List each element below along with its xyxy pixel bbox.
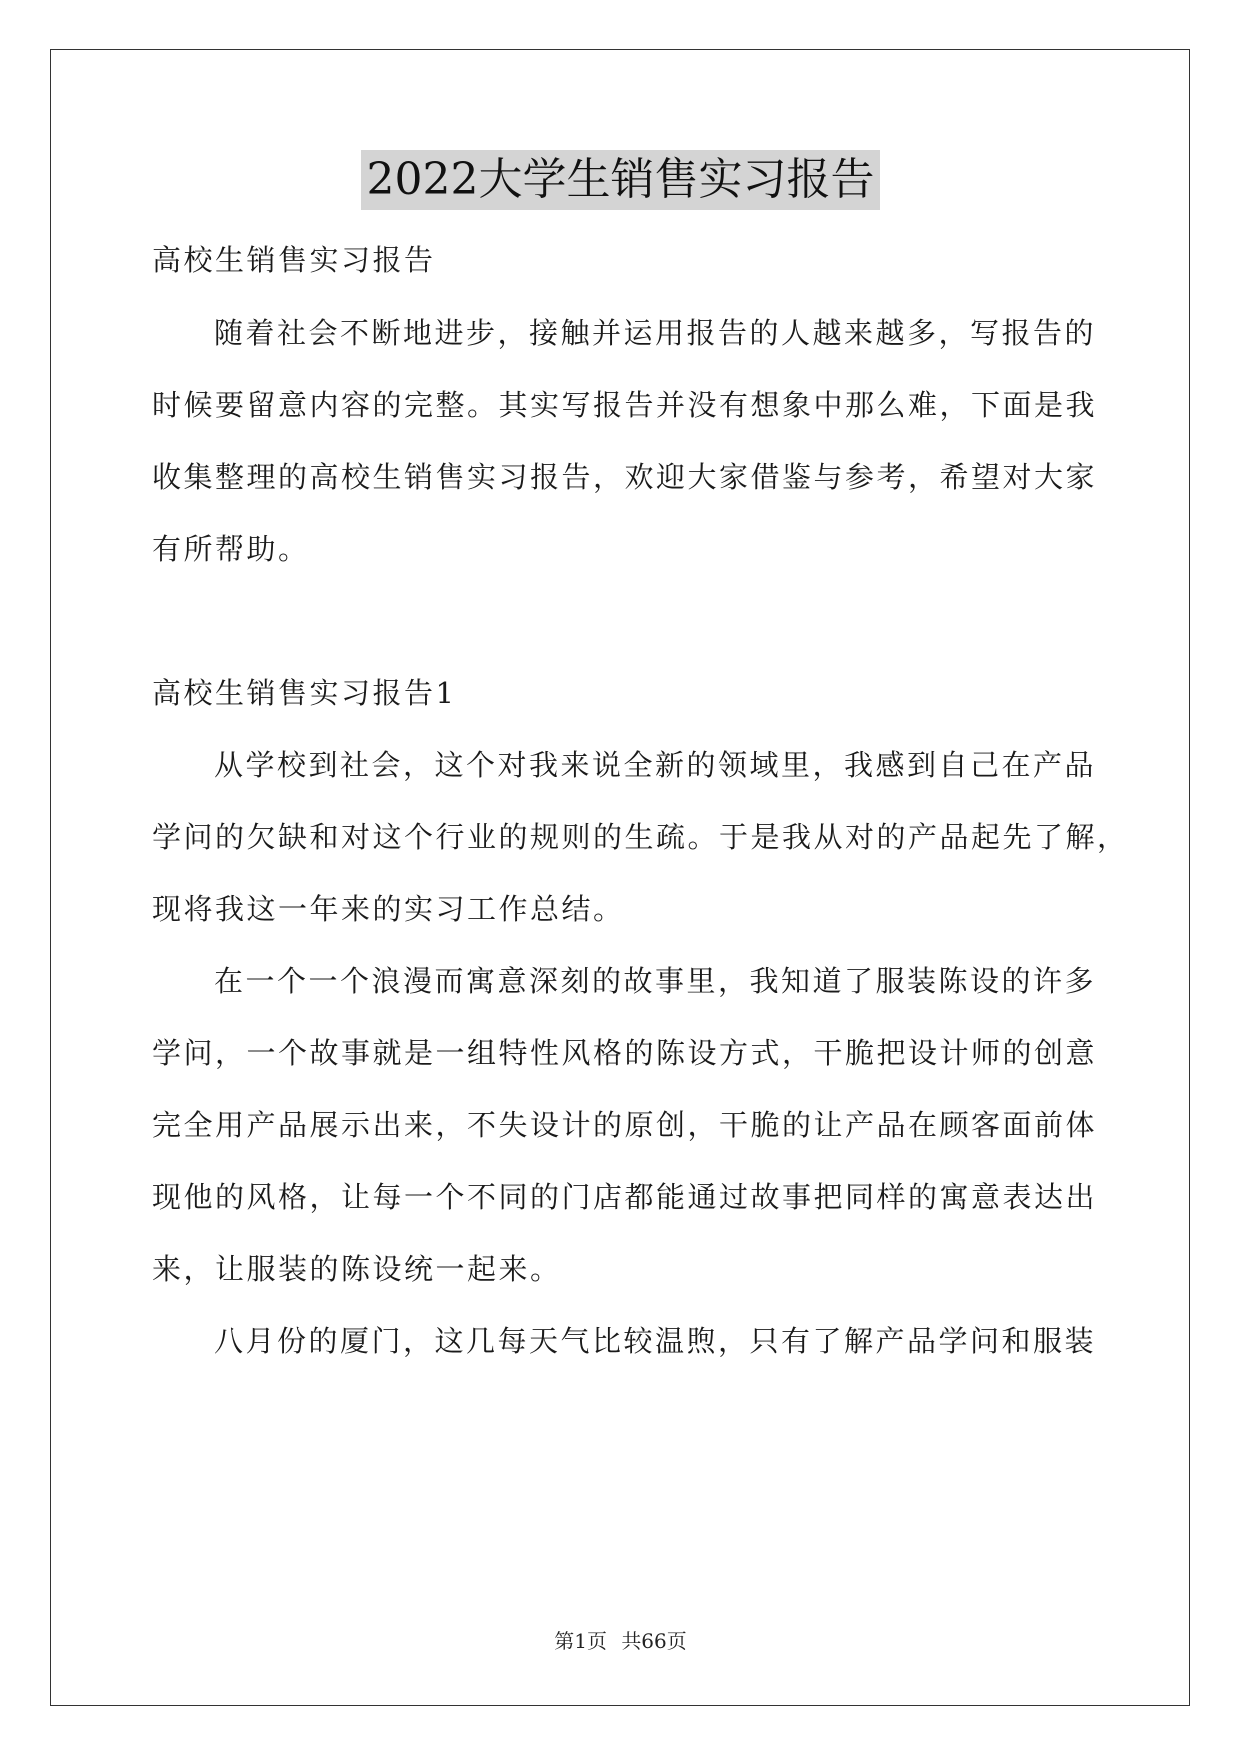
page-number: 第1页	[554, 1629, 607, 1653]
paragraph-line: 从学校到社会，这个对我来说全新的领域里，我感到自己在产品	[214, 748, 1097, 782]
paragraph-line: 在一个一个浪漫而寓意深刻的故事里，我知道了服装陈设的许多	[214, 964, 1097, 998]
paragraph-line: 随着社会不断地进步，接触并运用报告的人越来越多，写报告的	[214, 316, 1097, 350]
section-heading: 高校生销售实习报告	[152, 243, 436, 277]
page-footer	[0, 1625, 1241, 1654]
paragraph-line: 有所帮助。	[152, 532, 310, 566]
paragraph-line: 来，让服装的陈设统一起来。	[152, 1252, 562, 1286]
paragraph-line: 收集整理的高校生销售实习报告，欢迎大家借鉴与参考，希望对大家	[152, 460, 1098, 494]
paragraph-line: 现他的风格，让每一个不同的门店都能通过故事把同样的寓意表达出	[152, 1180, 1098, 1214]
paragraph-line: 时候要留意内容的完整。其实写报告并没有想象中那么难，下面是我	[152, 388, 1098, 422]
paragraph-line: 完全用产品展示出来，不失设计的原创，干脆的让产品在顾客面前体	[152, 1108, 1098, 1142]
page-border	[50, 49, 1190, 1706]
document-title: 2022大学生销售实习报告	[361, 150, 881, 210]
title-container	[0, 150, 1241, 210]
paragraph-line: 学问的欠缺和对这个行业的规则的生疏。于是我从对的产品起先了解，	[152, 820, 1129, 854]
paragraph-line: 八月份的厦门，这几每天气比较温煦，只有了解产品学问和服装	[214, 1324, 1097, 1358]
paragraph-line: 学问，一个故事就是一组特性风格的陈设方式，干脆把设计师的创意	[152, 1036, 1098, 1070]
section-heading: 高校生销售实习报告1	[152, 676, 457, 710]
total-pages: 共66页	[621, 1629, 687, 1653]
paragraph-line: 现将我这一年来的实习工作总结。	[152, 892, 625, 926]
